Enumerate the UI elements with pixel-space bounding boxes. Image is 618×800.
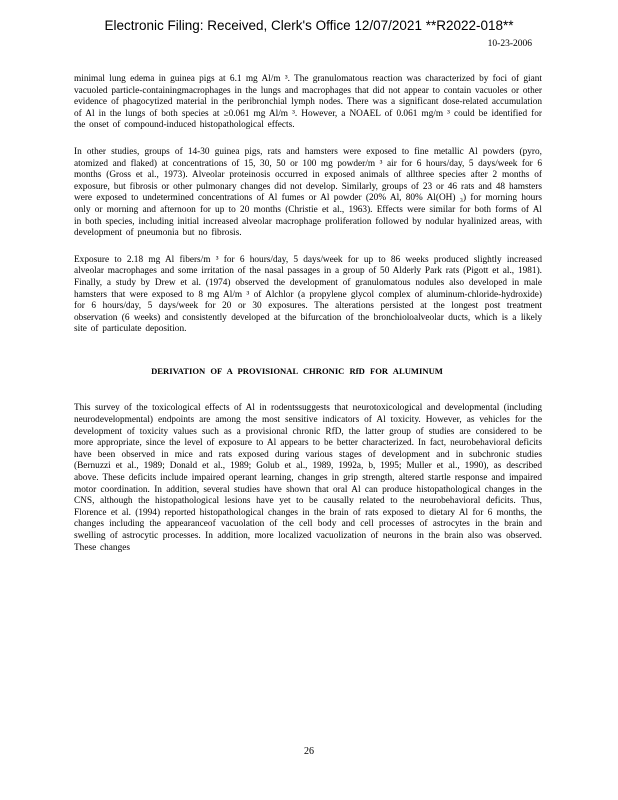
paragraph-survey: This survey of the toxicological effects of Al in rodentssuggests that neurotoxicological and developmental (including neurodevelopmental) endpoints are among the most sensitive indicators of Al toxicity. However, as vehicles for the development of toxicity values such as a provisional chronic RfD, the latter group of studies are considered to be more appropriate, since the level of exposure to Al appears to be better characterized. In fact, neurobehavioral deficits have been observed in mice and rats exposed during various stages of development and in subchronic studies (Bernuzzi et al., 1989; Donald et al., 1989; Golub et al., 1989, 1992a, b, 1995; Muller et al., 1990), as described above. These deficits include impaired operant learning, changes in grip strength, altered startle response and impaired motor coordination. In addition, several studies have shown that oral Al can produce histopathological changes in the CNS, although the histopathological lesions have yet to be causally related to the neurobehavioral deficits. Thus, Florence et al. (1994) reported histopathological changes in the brain of rats exposed to dietary Al for 6 months, the changes including the appearanceof vacuolation of the cell body and cell processes of astrocytes in the brain and swelling of astrocytic processes. In addition, more localized vacuolization of neurons in the brain also was observed. These changes xyxy=(74,403,542,553)
paragraph-other-studies: In other studies, groups of 14-30 guinea pigs, rats and hamsters were exposed to fine metallic Al powders (pyro, atomized and flaked) at concentrations of 15, 30, 50 or 100 mg powder/m ³ air for 6 hours/day, 5 days/week for 6 months (Gross et al., 1973). Alveolar proteinosis occurred in exposed animals of allthree species after 2 months of exposure, but fibrosis or other pulmonary changes did not develop. Similarly, groups of 23 or 46 rats and 48 hamsters were exposed to undetermined concentrations of Al fumes or Al powder (20% Al, 80% Al(OH) ₃) for morning hours only or morning and afternoon for up to 20 months (Christie et al., 1963). Effects were similar for both forms of Al in both species, including initial increased alveolar macrophage proliferation followed by nodular hyalinized areas, with development of pneumonia but no fibrosis. xyxy=(74,146,542,239)
page-number: 26 xyxy=(304,746,314,757)
paragraph-lung-edema: minimal lung edema in guinea pigs at 6.1 mg Al/m ³. The granulomatous reaction was characterized by foci of giant vacuoled particle-containingmacrophages in the lungs and macrophages that did not appear to contain vacuoles or other evidence of phagocytized material in the peribronchial lymph nodes. There was a significant dose-related accumulation of Al in the lungs of both species at ≥0.061 mg Al/m ³. However, a NOAEL of 0.061 mg/m ³ could be identified for the onset of compound-induced histopathological effects. xyxy=(74,74,542,131)
filing-header: Electronic Filing: Received, Clerk's Office 12/07/2021 **R2022-018** xyxy=(104,18,514,33)
document-date: 10-23-2006 xyxy=(487,39,532,49)
paragraph-exposure: Exposure to 2.18 mg Al fibers/m ³ for 6 hours/day, 5 days/week for up to 86 weeks produced slightly increased alveolar macrophages and some irritation of the nasal passages in a group of 50 Alderly Park rats (Pigott et al., 1981). Finally, a study by Drew et al. (1974) observed the development of granulomatous nodules also developed in male hamsters that were exposed to 8 mg Al/m ³ of Alchlor (a propylene glycol complex of aluminum-chloride-hydroxide) for 6 hours/day, 5 days/week for 20 or 30 exposures. The alterations persisted at the longest post treatment observation (6 weeks) and consistently developed at the bifurcation of the bronchioloalveolar ducts, which is a likely site of particulate deposition. xyxy=(74,254,542,335)
section-heading: DERIVATION OF A PROVISIONAL CHRONIC RfD FOR ALUMINUM xyxy=(151,365,443,376)
document-body xyxy=(74,74,542,569)
